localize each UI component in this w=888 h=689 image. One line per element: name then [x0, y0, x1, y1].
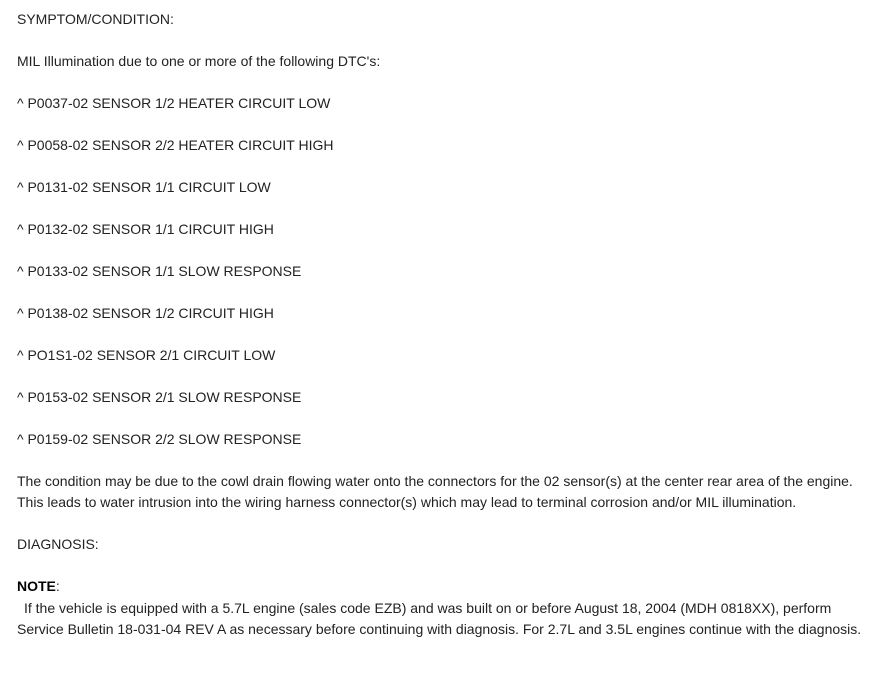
- dtc-item: ^ PO1S1-02 SENSOR 2/1 CIRCUIT LOW: [17, 347, 276, 363]
- dtc-list: [17, 93, 879, 471]
- dtc-item: ^ P0131-02 SENSOR 1/1 CIRCUIT LOW: [17, 179, 271, 195]
- dtc-item: ^ P0159-02 SENSOR 2/2 SLOW RESPONSE: [17, 431, 302, 447]
- dtc-item: ^ P0133-02 SENSOR 1/1 SLOW RESPONSE: [17, 263, 302, 279]
- note-text: [17, 597, 879, 640]
- intro-text: MIL Illumination due to one or more of the following DTC's:: [17, 53, 381, 69]
- dtc-item: ^ P0132-02 SENSOR 1/1 CIRCUIT HIGH: [17, 221, 274, 237]
- dtc-item: ^ P0153-02 SENSOR 2/1 SLOW RESPONSE: [17, 389, 302, 405]
- dtc-item: ^ P0037-02 SENSOR 1/2 HEATER CIRCUIT LOW: [17, 95, 331, 111]
- note-block: [17, 576, 879, 640]
- bulletin-document: [17, 9, 879, 640]
- symptom-heading: SYMPTOM/CONDITION:: [17, 11, 174, 27]
- note-colon: :: [55, 578, 60, 594]
- dtc-item: ^ P0058-02 SENSOR 2/2 HEATER CIRCUIT HIGH: [17, 137, 334, 153]
- dtc-item: ^ P0138-02 SENSOR 1/2 CIRCUIT HIGH: [17, 305, 274, 321]
- diagnosis-heading: DIAGNOSIS:: [17, 536, 99, 552]
- note-header: [17, 576, 879, 597]
- note-label: NOTE: [17, 578, 56, 594]
- condition-paragraph: The condition may be due to the cowl drain flowing water onto the connectors for the 02 sensor(s) at the center rear area of the engine. This leads to water intrusion into the wiring harness connector(s) which may lead to terminal corrosion and/or MIL illumination.: [17, 473, 853, 510]
- note-text-content: If the vehicle is equipped with a 5.7L engine (sales code EZB) and was built on or before August 18, 2004 (MDH 0818XX), perform Service Bulletin 18-031-04 REV A as necessary before continuing with diagnosis. For 2.7L and 3.5L engines continue with the diagnosis.: [17, 600, 862, 637]
